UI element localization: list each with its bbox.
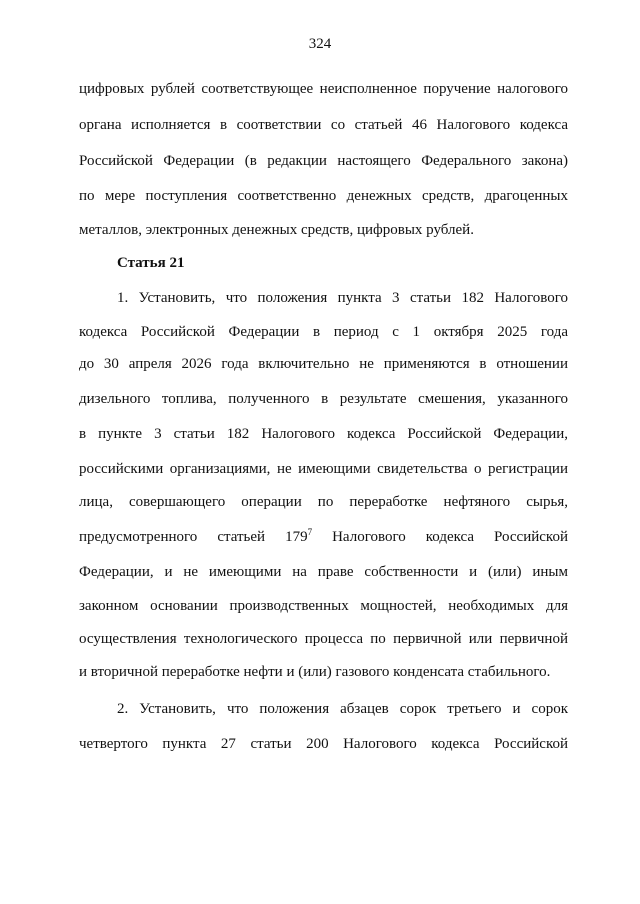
article-number-superscript: 7 (307, 527, 313, 537)
text-line: кодекса Российской Федерации в период с 1 октября 2025 года (79, 324, 568, 340)
article-number-base: 179 (285, 529, 308, 545)
text-fragment: Налогового кодекса Российской (332, 529, 568, 545)
text-line: до 30 апреля 2026 года включительно не применяются в отношении (79, 356, 568, 372)
text-line: по мере поступления соответственно денежных средств, драгоценных (79, 188, 568, 204)
text-line: 1. Установить, что положения пункта 3 статьи 182 Налогового (117, 290, 568, 306)
text-line: и вторичной переработке нефти и (или) газового конденсата стабильного. (79, 664, 551, 680)
text-line: Федерации, и не имеющими на праве собственности и (или) иным (79, 564, 568, 580)
page-number: 324 (308, 36, 332, 52)
text-line: органа исполняется в соответствии со статьей 46 Налогового кодекса (79, 117, 568, 133)
text-line-with-superscript (79, 528, 568, 546)
text-line: в пункте 3 статьи 182 Налогового кодекса Российской Федерации, (79, 426, 568, 442)
article-heading: Статья 21 (117, 255, 185, 271)
text-fragment: предусмотренного статьей (79, 529, 266, 545)
text-line: дизельного топлива, полученного в результате смешения, указанного (79, 391, 568, 407)
text-line: законном основании производственных мощностей, необходимых для (79, 598, 568, 614)
text-line: Российской Федерации (в редакции настоящего Федерального закона) (79, 153, 568, 169)
text-line: осуществления технологического процесса по первичной или первичной (79, 631, 568, 647)
text-line: российскими организациями, не имеющими свидетельства о регистрации (79, 461, 568, 477)
text-line: четвертого пункта 27 статьи 200 Налогового кодекса Российской (79, 736, 568, 752)
text-line: цифровых рублей соответствующее неисполненное поручение налогового (79, 81, 568, 97)
text-line: 2. Установить, что положения абзацев сорок третьего и сорок (117, 701, 568, 717)
article-number (285, 529, 312, 545)
text-line: металлов, электронных денежных средств, цифровых рублей. (79, 222, 474, 238)
text-line: лица, совершающего операции по переработке нефтяного сырья, (79, 494, 568, 510)
